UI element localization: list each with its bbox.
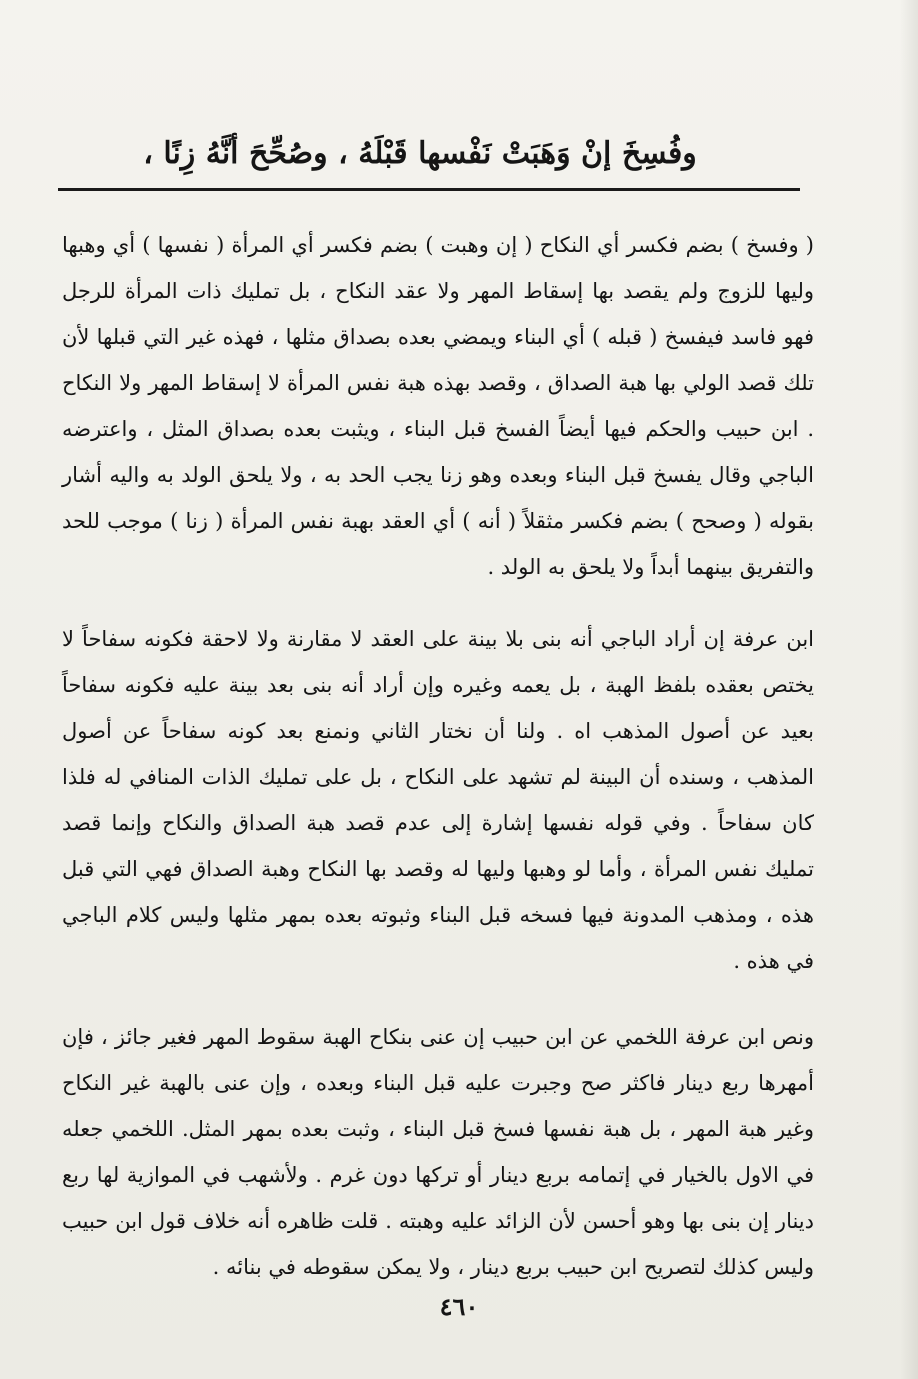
commentary-paragraph-1: ( وفسخ ) بضم فكسر أي النكاح ( إن وهبت ) بضم فكسر أي المرأة ( نفسها ) أي وهبها وليها للزوج ولم يقصد بها إسقاط المهر ولا عقد النكاح ، بل تمليك ذات المرأة للرجل فهو فاسد فيفسخ ( قبله ) أي البناء ويمضي بعده بصداق مثلها ، فهذه غير التي قبلها لأن تلك قصد الولي بها هبة الصداق ، وقصد بهذه هبة نفس المرأة لا إسقاط المهر ولا النكاح . ابن حبيب والحكم فيها أيضاً الفسخ قبل البناء ، ويثبت بعده بصداق المثل ، واعترضه الباجي وقال يفسخ قبل البناء وبعده وهو زنا يجب الحد به ، ولا يلحق الولد به واليه أشار بقوله ( وصحح ) بضم فكسر مثقلاً ( أنه ) أي العقد بهبة نفس المرأة ( زنا ) موجب للحد والتفريق بينهما أبداً ولا يلحق به الولد . [62,233,814,579]
page-number: ٤٦٠ [439,1292,479,1321]
verse-line: وفُسِخَ إنْ وَهَبَتْ نَفْسها قَبْلَهُ ، وصُحِّحَ أنَّهُ زِنًا ، [143,136,697,171]
page-edge-shadow [900,0,918,1379]
commentary-paragraph-3: ونص ابن عرفة اللخمي عن ابن حبيب إن عنى بنكاح الهبة سقوط المهر فغير جائز ، فإن أمهرها ربع دينار فاكثر صح وجبرت عليه قبل البناء وبعده ، وإن عنى بالهبة غير النكاح وغير هبة المهر ، بل هبة نفسها فسخ قبل البناء ، وثبت بعده بمهر المثل. اللخمي جعله في الاول بالخيار في إتمامه بربع دينار أو تركها دون غرم . ولأشهب في الموازية لها ربع دينار إن بنى بها وهو أحسن لأن الزائد عليه وهبته . قلت ظاهره أنه خلاف قول ابن حبيب وليس كذلك لتصريح ابن حبيب بربع دينار ، ولا يمكن سقوطه في بنائه . [62,1025,814,1279]
commentary-body [62,222,814,1290]
separator-rule [58,188,800,191]
commentary-paragraph-2: ابن عرفة إن أراد الباجي أنه بنى بلا بينة على العقد لا مقارنة ولا لاحقة فكونه سفاحاً لا يختص بعقده بلفظ الهبة ، بل يعمه وغيره وإن أراد أنه بنى بعد بينة عليه فكونه سفاحاً بعيد عن أصول المذهب اه . ولنا أن نختار الثاني ونمنع بعد كونه سفاحاً عن أصول المذهب ، وسنده أن البينة لم تشهد على النكاح ، بل على تمليك الذات المنافي له فلذا كان سفاحاً . وفي قوله نفسها إشارة إلى عدم قصد هبة الصداق والنكاح وإنما قصد تمليك نفس المرأة ، وأما لو وهبها وليها له وقصد بها النكاح وهبة الصداق فهي التي قبل هذه ، ومذهب المدونة فيها فسخه قبل البناء وثبوته بعده بمهر مثلها وليس كلام الباجي في هذه . [62,627,814,973]
